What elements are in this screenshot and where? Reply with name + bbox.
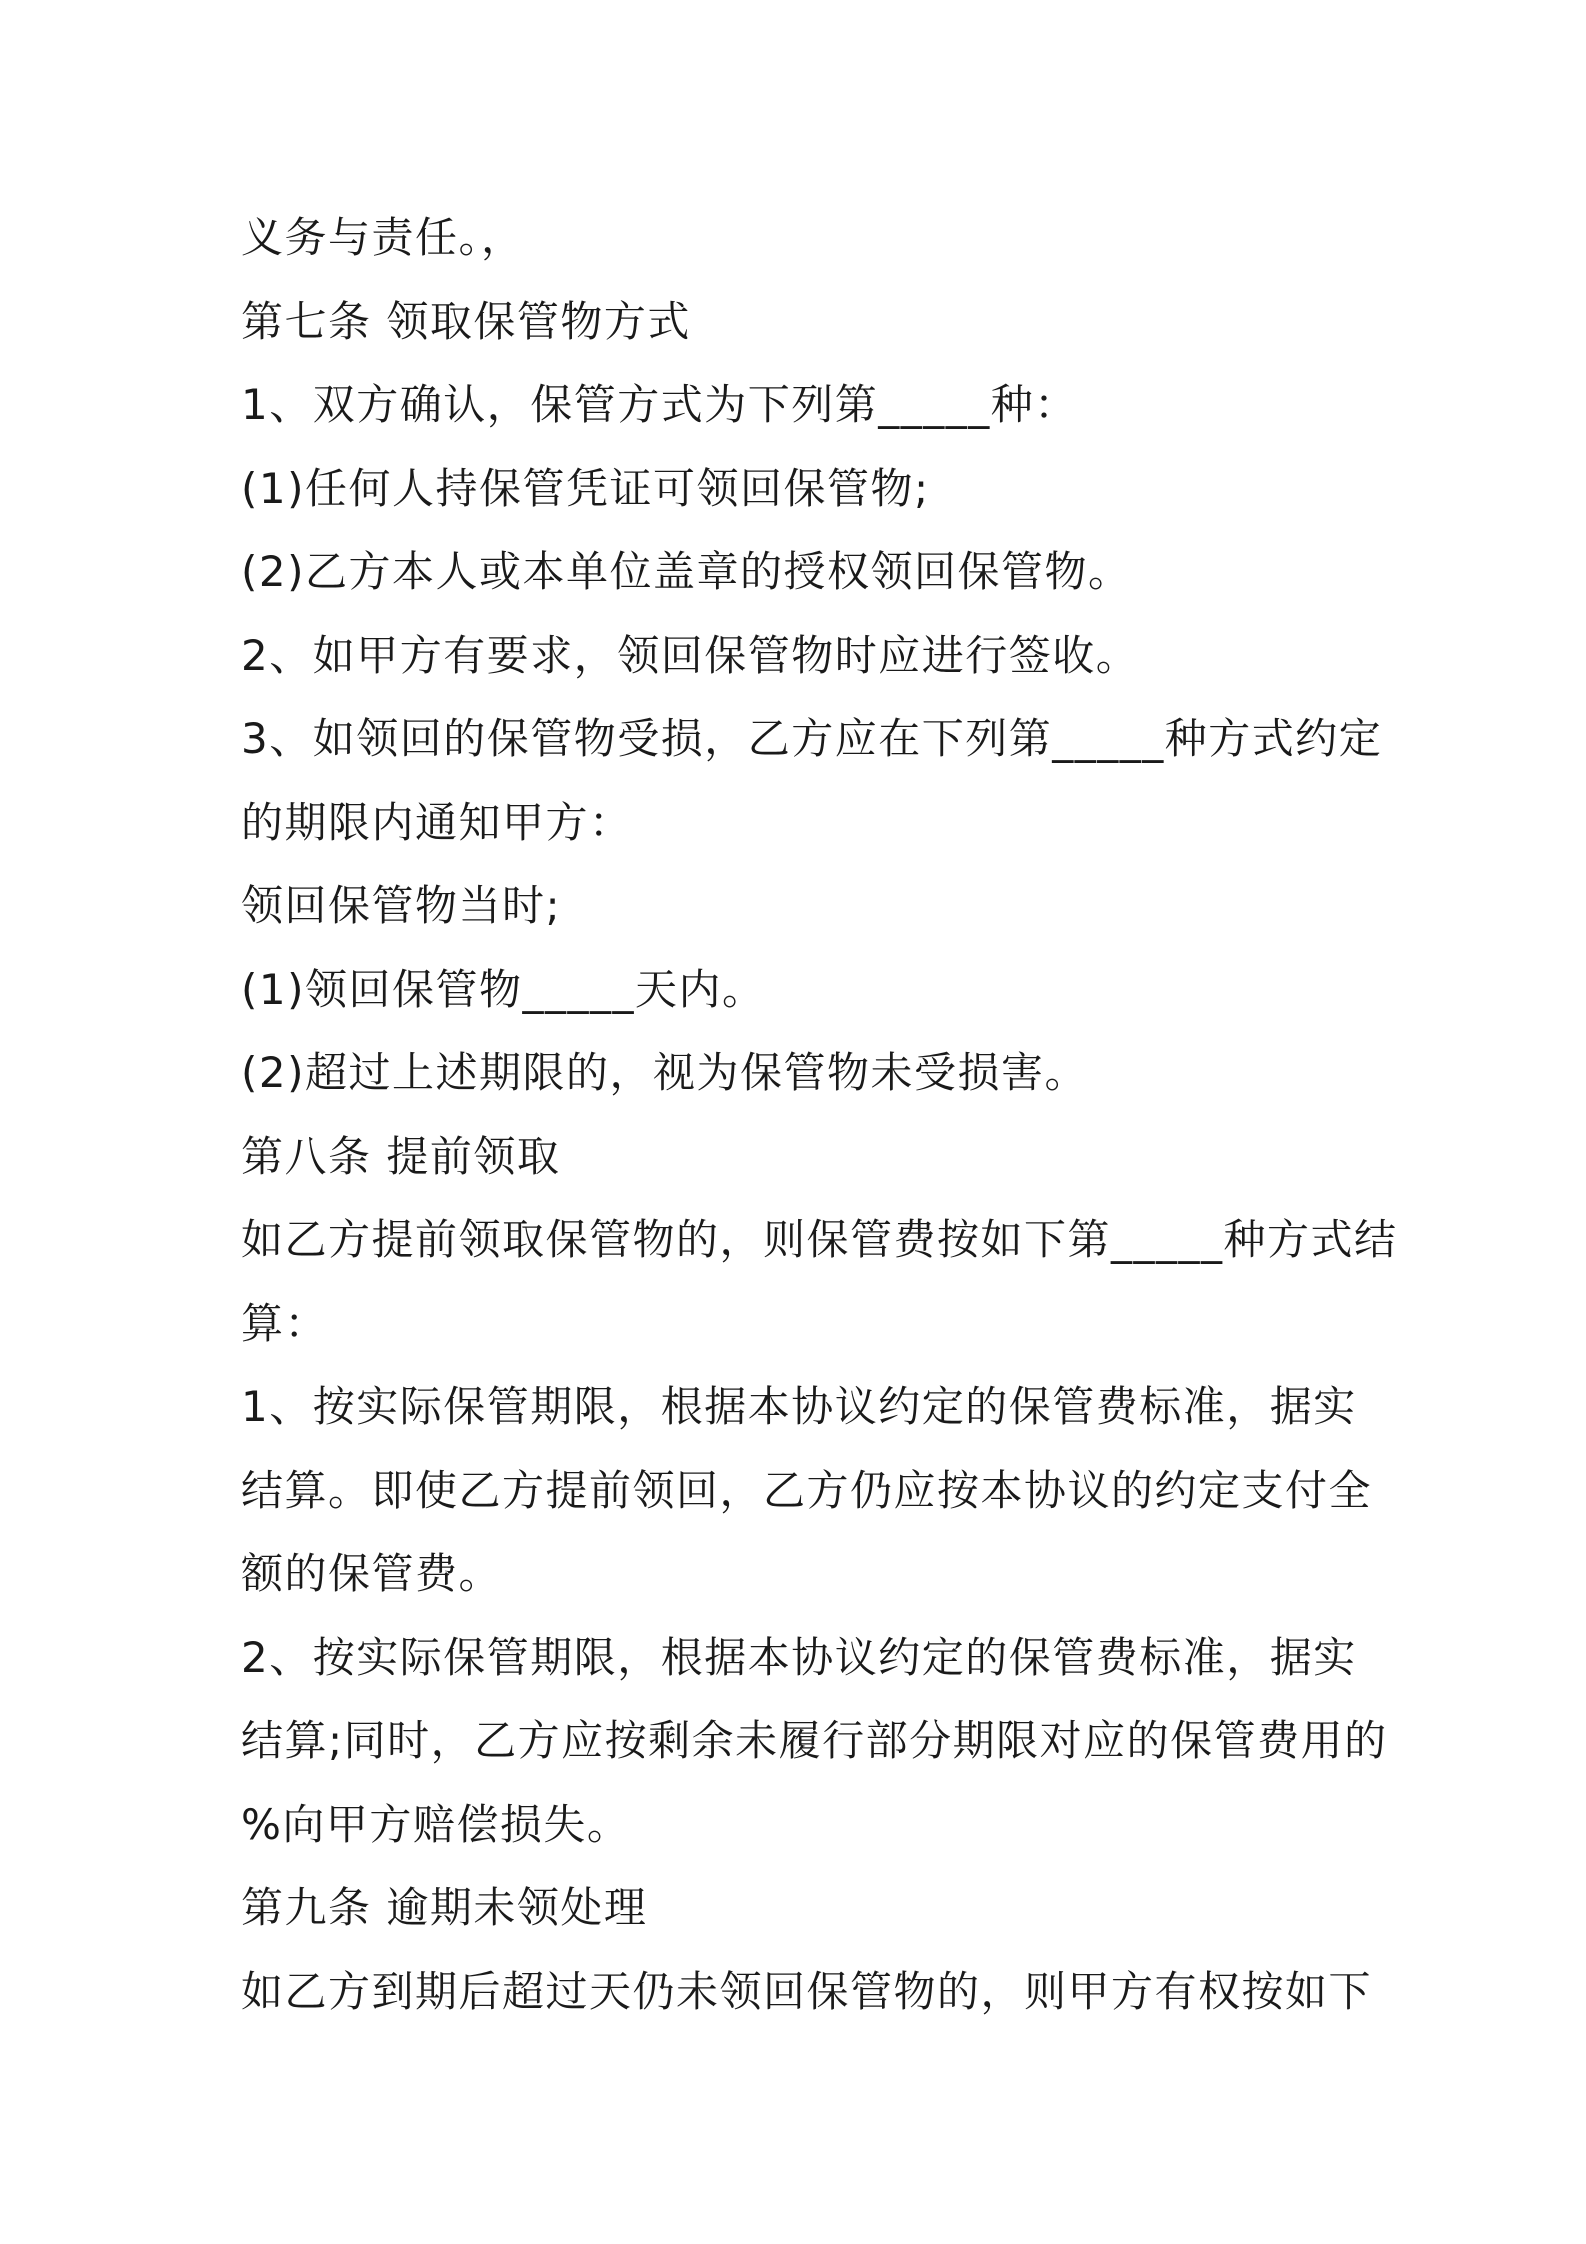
text-line: 结算;同时，乙方应按剩余未履行部分期限对应的保管费用的 (241, 1716, 1388, 1765)
text-line: (2)超过上述期限的，视为保管物未受损害。 (241, 1048, 1088, 1097)
section-heading-article-8: 第八条 提前领取 (241, 1131, 561, 1181)
text-line: 如乙方到期后超过天仍未领回保管物的，则甲方有权按如下 (241, 1966, 1373, 2016)
text-line: 3、如领回的保管物受损，乙方应在下列第_____种方式约定 (241, 714, 1383, 763)
text-line: 结算。即使乙方提前领回，乙方仍应按本协议的约定支付全 (241, 1465, 1373, 1515)
text-line: 2、按实际保管期限，根据本协议约定的保管费标准，据实 (241, 1632, 1357, 1682)
text-line: (1)领回保管物_____天内。 (241, 964, 766, 1014)
text-line: 如乙方提前领取保管物的，则保管费按如下第_____种方式结 (241, 1215, 1398, 1264)
text-line: (2)乙方本人或本单位盖章的授权领回保管物。 (241, 547, 1132, 596)
text-line: 1、按实际保管期限，根据本协议约定的保管费标准，据实 (241, 1382, 1357, 1431)
text-line: 算： (241, 1298, 329, 1348)
text-line: 义务与责任。， (241, 213, 525, 262)
text-line: 领回保管物当时; (241, 881, 562, 930)
text-line: %向甲方赔偿损失。 (241, 1799, 631, 1849)
text-line: 2、如甲方有要求，领回保管物时应进行签收。 (241, 630, 1140, 680)
section-heading-article-9: 第九条 逾期未领处理 (241, 1883, 648, 1932)
text-line: (1)任何人持保管凭证可领回保管物; (241, 463, 930, 513)
section-heading-article-7: 第七条 领取保管物方式 (241, 296, 691, 346)
text-line: 1、双方确认，保管方式为下列第_____种： (241, 380, 1078, 429)
document-body (241, 196, 1398, 2033)
text-line: 的期限内通知甲方： (241, 797, 633, 847)
text-line: 额的保管费。 (241, 1549, 503, 1598)
